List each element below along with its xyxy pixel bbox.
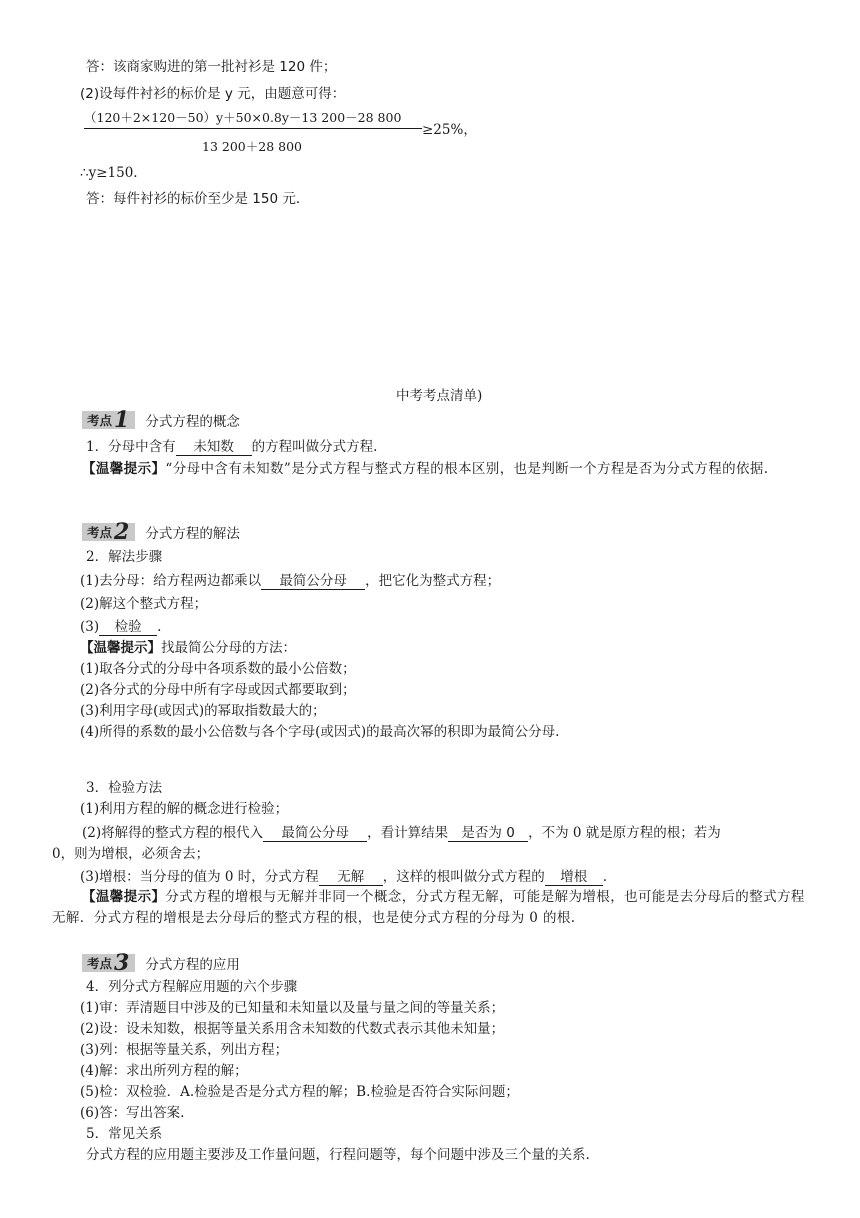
therefore-result: ∴y≥150.: [80, 165, 138, 181]
tip-text: 分式方程的增根与无解并非同一个概念，分式方程无解，可能是解为增根，也可能是去分母后的整式方程无解．分式方程的增根是去分母后的整式方程的根，也是使分式方程的分母为 0 的根.: [52, 889, 805, 926]
tip-lcd-3: (3)利用字母(或因式)的幂取指数最大的；: [80, 703, 326, 719]
application-step-5: (5)检：双检验．A.检验是否是分式方程的解；B.检验是否符合实际问题；: [80, 1084, 519, 1100]
step-2: (2)解这个整式方程；: [80, 596, 208, 612]
application-step-1: (1)审：弄清题目中涉及的已知量和未知量以及量与量之间的等量关系；: [80, 1000, 505, 1016]
check-2-prefix: (2)将解得的整式方程的根代入: [82, 825, 264, 841]
check-2: [82, 824, 721, 842]
concept-definition: [86, 438, 377, 456]
point-badge-box: [82, 519, 135, 545]
part2-setup: (2)设每件衬衫的标价是 y 元，由题意可得：: [80, 86, 346, 102]
section-title: 中考考点清单): [396, 388, 483, 404]
definition-suffix: 的方程叫做分式方程.: [251, 439, 378, 455]
point-badge-box: [82, 407, 135, 433]
fraction-denominator: 13 200＋28 800: [202, 139, 302, 154]
check-title: 3．检验方法: [86, 780, 163, 796]
steps-title: 2．解法步骤: [86, 549, 163, 565]
point-label: 考点: [87, 525, 113, 540]
check-3: [80, 868, 607, 886]
check-2-continued: 0，则为增根，必须舍去；: [52, 846, 210, 862]
tip-lcd-1: (1)取各分式的分母中各项系数的最小公倍数；: [80, 661, 356, 677]
definition-prefix: 1．分母中含有: [86, 439, 176, 455]
check-1: (1)利用方程的解的概念进行检验；: [80, 801, 289, 817]
fraction-bar: [84, 128, 422, 129]
tip-label: 【温馨提示】: [80, 640, 161, 656]
answer-first-batch: 答：该商家购进的第一批衬衫是 120 件；: [86, 59, 337, 75]
blank-check: 检验: [99, 619, 157, 636]
point-badge-box: [82, 950, 135, 976]
step-3-prefix: (3): [80, 619, 100, 635]
point-badge-1: [82, 407, 240, 433]
point-label: 考点: [87, 413, 113, 428]
application-step-6: (6)答：写出答案.: [80, 1105, 185, 1121]
step-3: [80, 618, 161, 636]
tip-label: 【温馨提示】: [82, 889, 166, 905]
check-2-middle: ，看计算结果: [367, 825, 449, 841]
fraction-numerator: （120＋2×120－50）y＋50×0.8y－13 200－28 800: [84, 110, 402, 125]
step-1-suffix: ，把它化为整式方程；: [365, 573, 501, 589]
blank-lcd-2: 最简公分母: [263, 825, 367, 842]
tip-extraneous-root: [52, 887, 812, 929]
check-3-suffix: .: [602, 869, 608, 885]
application-step-3: (3)列：根据等量关系，列出方程；: [80, 1042, 289, 1058]
application-steps-title: 4．列分式方程解应用题的六个步骤: [86, 979, 298, 995]
point-number: 1: [114, 407, 130, 433]
blank-lcd: 最简公分母: [261, 573, 365, 590]
check-3-prefix: (3)增根：当分母的值为 0 时，分式方程: [80, 869, 319, 885]
relations-title: 5．常见关系: [86, 1126, 163, 1142]
inequality-sign: ≥25%，: [422, 122, 477, 138]
blank-unknown: 未知数: [176, 439, 252, 456]
step-3-suffix: .: [157, 619, 162, 635]
tip-lcd-intro: [80, 639, 296, 657]
tip-text: “分母中含有未知数”是分式方程与整式方程的根本区别，也是判断一个方程是否为分式方程的依据.: [165, 461, 769, 477]
point-number: 2: [114, 519, 130, 545]
tip-label: 【温馨提示】: [82, 461, 166, 477]
tip-lcd-2: (2)各分式的分母中所有字母或因式都要取到；: [80, 682, 356, 698]
tip-lcd-4: (4)所得的系数的最小公倍数与各个字母(或因式)的最高次幂的积即为最简公分母.: [80, 724, 560, 740]
check-3-middle: ，这样的根叫做分式方程的: [382, 869, 545, 885]
tip-concept: [52, 459, 812, 480]
blank-extraneous-root: 增根: [545, 869, 603, 886]
blank-no-solution: 无解: [319, 869, 383, 886]
relations-text: 分式方程的应用题主要涉及工作量问题，行程问题等，每个问题中涉及三个量的关系.: [86, 1147, 590, 1163]
point-title: 分式方程的解法: [145, 526, 240, 542]
step-1: [80, 572, 500, 590]
point-badge-3: [82, 950, 240, 976]
application-step-2: (2)设：设未知数，根据等量关系用含未知数的代数式表示其他未知量；: [80, 1021, 505, 1037]
point-label: 考点: [87, 956, 113, 971]
point-badge-2: [82, 519, 240, 545]
blank-is-zero: 是否为 0: [448, 825, 528, 842]
tip-text: 找最简公分母的方法：: [161, 640, 296, 656]
check-2-suffix: ，不为 0 就是原方程的根；若为: [528, 825, 721, 841]
application-step-4: (4)解：求出所列方程的解；: [80, 1063, 248, 1079]
step-1-prefix: (1)去分母：给方程两边都乘以: [80, 573, 262, 589]
point-title: 分式方程的概念: [145, 414, 240, 430]
point-title: 分式方程的应用: [145, 957, 240, 973]
answer-label-price: 答：每件衬衫的标价至少是 150 元．: [86, 191, 310, 207]
point-number: 3: [114, 950, 130, 976]
